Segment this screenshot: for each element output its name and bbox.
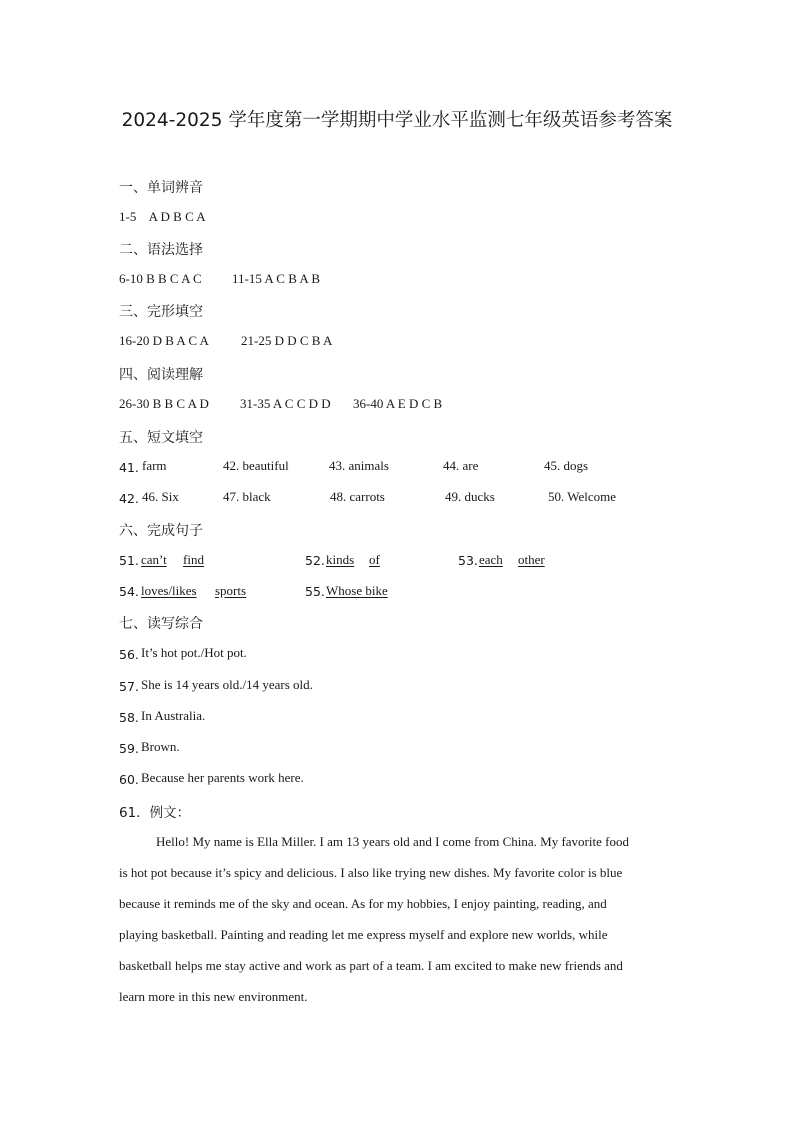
section-heading-4: 四、阅读理解	[119, 367, 203, 383]
answer-51-part-2: find	[183, 552, 204, 567]
section-heading-3: 三、完形填空	[119, 304, 203, 320]
answer-48: 48. carrots	[330, 489, 385, 504]
answer-60: Because her parents work here.	[141, 770, 304, 785]
answer-47: 47. black	[223, 489, 271, 504]
section-heading-2: 二、语法选择	[119, 242, 203, 258]
answer-row-31-35: 31-35 A C C D D	[240, 396, 331, 411]
item-number-58: 58.	[119, 710, 139, 725]
item-number-61-sample-essay: 61．例文：	[119, 805, 191, 821]
section-heading-6: 六、完成句子	[119, 523, 203, 539]
answer-44: 44. are	[443, 458, 479, 473]
answer-row-11-15: 11-15 A C B A B	[232, 271, 321, 286]
item-number-42: 42.	[119, 491, 139, 506]
essay-line-2: is hot pot because it’s spicy and delicious. I also like trying new dishes. My favorite color is blue	[119, 865, 623, 880]
answer-49: 49. ducks	[445, 489, 495, 504]
item-number-41: 41.	[119, 460, 139, 475]
answer-52-part-1: kinds	[326, 552, 355, 567]
answer-43: 43. animals	[329, 458, 389, 473]
answer-row-6-10: 6-10 B B C A C	[119, 271, 202, 286]
answer-50: 50. Welcome	[548, 489, 617, 504]
answer-row-21-25: 21-25 D D C B A	[241, 333, 333, 348]
item-number-59: 59.	[119, 741, 139, 756]
item-number-56: 56.	[119, 647, 139, 662]
answer-45: 45. dogs	[544, 458, 589, 473]
page-title: 2024-2025 学年度第一学期期中学业水平监测七年级英语参考答案	[121, 110, 673, 131]
answer-57: She is 14 years old./14 years old.	[141, 677, 313, 692]
essay-line-4: playing basketball. Painting and reading let me express myself and explore new worlds, while	[119, 927, 608, 942]
answer-54-part-2: sports	[215, 583, 247, 598]
essay-line-5: basketball helps me stay active and work as part of a team. I am excited to make new friends and	[119, 958, 623, 973]
section-heading-7: 七、读写综合	[119, 616, 203, 632]
answer-51-part-1: can’t	[141, 552, 167, 567]
item-number-51: 51.	[119, 553, 139, 568]
answer-row-16-20: 16-20 D B A C A	[119, 333, 209, 348]
answer-58: In Australia.	[141, 708, 206, 723]
answer-42: 42. beautiful	[223, 458, 289, 473]
answer-row-26-30: 26-30 B B C A D	[119, 396, 209, 411]
answer-53-part-1: each	[479, 552, 503, 567]
item-number-60: 60.	[119, 772, 139, 787]
answer-55: Whose bike	[326, 583, 388, 598]
answer-row-36-40: 36-40 A E D C B	[353, 396, 443, 411]
item-number-52: 52.	[305, 553, 325, 568]
answer-53-part-2: other	[518, 552, 545, 567]
essay-line-1: Hello! My name is Ella Miller. I am 13 years old and I come from China. My favorite food	[156, 834, 629, 849]
answer-41: farm	[142, 458, 167, 473]
answer-row-1-5: 1-5 A D B C A	[119, 209, 206, 224]
answer-54-part-1: loves/likes	[141, 583, 197, 598]
section-heading-5: 五、短文填空	[119, 430, 203, 446]
answer-59: Brown.	[141, 739, 180, 754]
answer-56: It’s hot pot./Hot pot.	[141, 645, 247, 660]
answer-46: 46. Six	[142, 489, 179, 504]
item-number-55: 55.	[305, 584, 325, 599]
item-number-53: 53.	[458, 553, 478, 568]
essay-line-6: learn more in this new environment.	[119, 989, 308, 1004]
item-number-57: 57.	[119, 679, 139, 694]
item-number-54: 54.	[119, 584, 139, 599]
sample-essay	[119, 826, 671, 1012]
section-heading-1: 一、单词辨音	[119, 180, 203, 196]
answer-52-part-2: of	[369, 552, 380, 567]
essay-line-3: because it reminds me of the sky and ocean. As for my hobbies, I enjoy painting, reading, and	[119, 896, 607, 911]
